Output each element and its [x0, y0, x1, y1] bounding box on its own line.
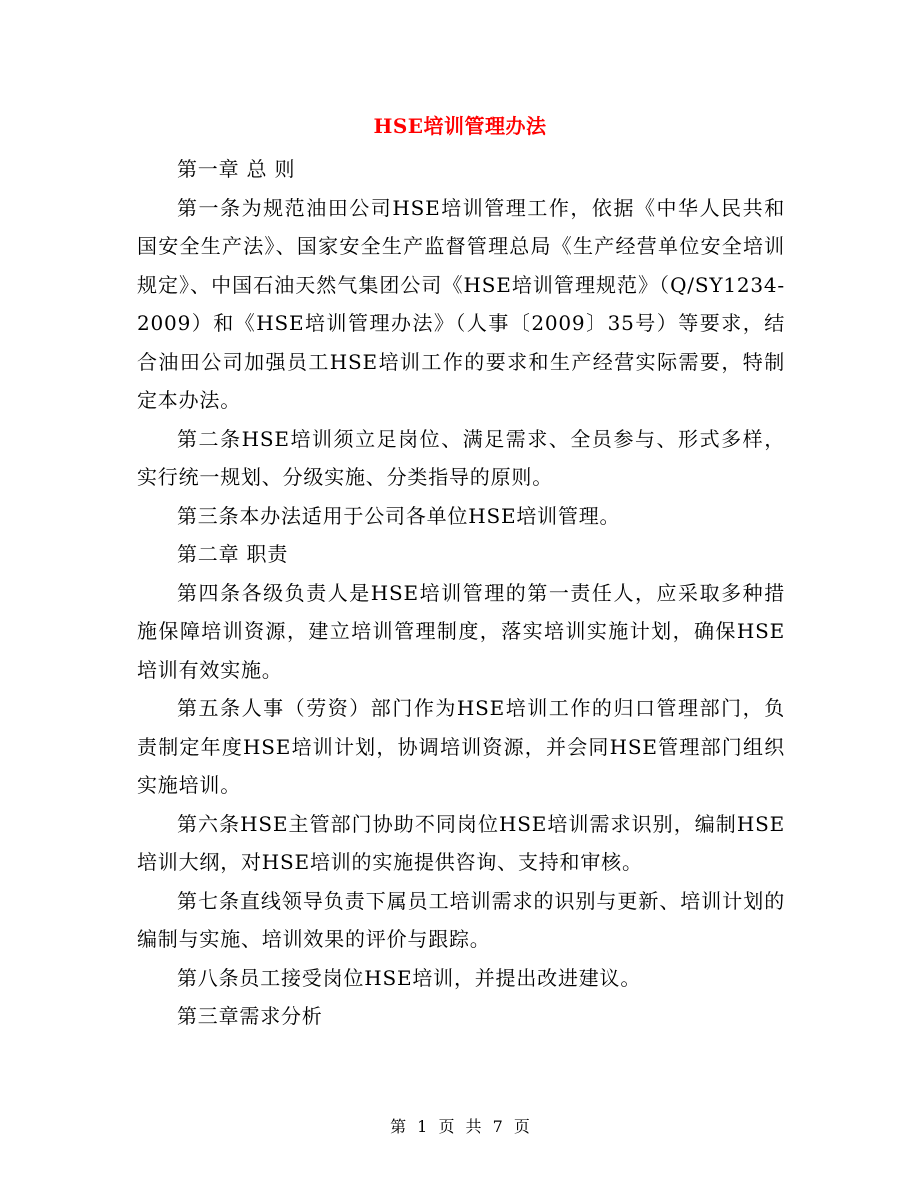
chapter-3-heading: 第三章需求分析: [177, 1004, 323, 1028]
article-1: 第一条为规范油田公司HSE培训管理工作，依据《中华人民共和国安全生产法》、国家安全生产监督管理总局《生产经营单位安全培训规定》、中国石油天然气集团公司《HSE培训管理规范》（Q/SY1234-2009）和《HSE培训管理办法》（人事〔2009〕35号）等要求，结合油田公司加强员工HSE培训工作的要求和生产经营实际需要，特制定本办法。: [137, 195, 785, 412]
article-5: 第五条人事（劳资）部门作为HSE培训工作的归口管理部门，负责制定年度HSE培训计划，协调培训资源，并会同HSE管理部门组织实施培训。: [137, 696, 785, 797]
article-3: 第三条本办法适用于公司各单位HSE培训管理。: [177, 503, 621, 528]
page-footer: 第 1 页 共 7 页: [390, 1117, 530, 1136]
chapter-2-heading: 第二章 职责: [177, 542, 289, 566]
chapter-1-heading: 第一章 总 则: [177, 157, 296, 181]
article-2: 第二条HSE培训须立足岗位、满足需求、全员参与、形式多样，实行统一规划、分级实施、分类指导的原则。: [137, 426, 785, 489]
document-body: [137, 150, 785, 1036]
article-4: 第四条各级负责人是HSE培训管理的第一责任人，应采取多种措施保障培训资源，建立培训管理制度，落实培训实施计划，确保HSE培训有效实施。: [137, 580, 785, 682]
article-7: 第七条直线领导负责下属员工培训需求的识别与更新、培训计划的编制与实施、培训效果的评价与跟踪。: [137, 888, 785, 951]
document-title: HSE培训管理办法: [373, 114, 547, 138]
article-6: 第六条HSE主管部门协助不同岗位HSE培训需求识别，编制HSE培训大纲，对HSE培训的实施提供咨询、支持和审核。: [137, 811, 785, 874]
article-8: 第八条员工接受岗位HSE培训，并提出改进建议。: [177, 965, 642, 990]
